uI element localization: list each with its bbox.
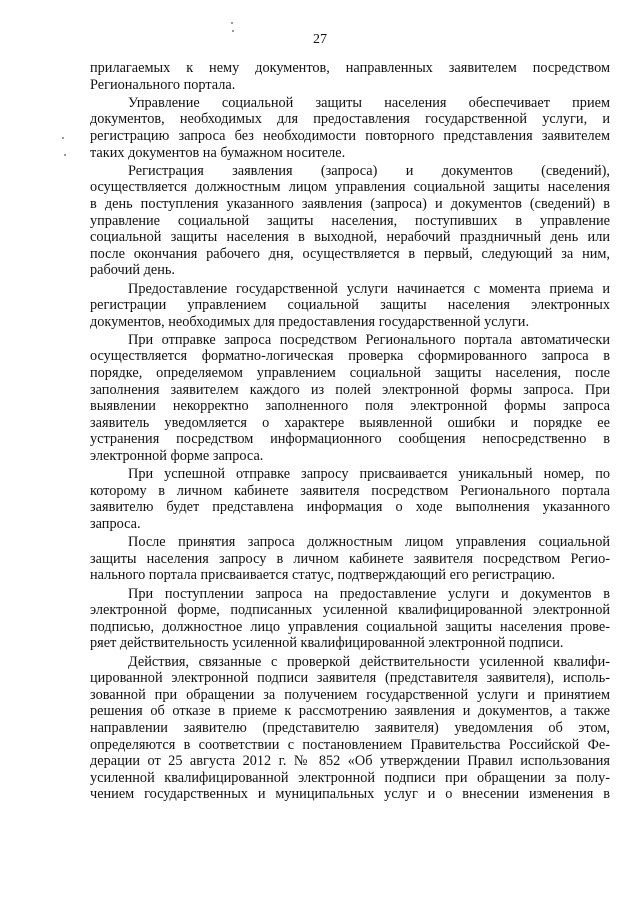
paragraph: [90, 95, 610, 161]
text-line: электронной форме, подписанных усиленной квалифицированной электронной: [90, 602, 610, 619]
paragraph: [90, 163, 610, 279]
text-line: Предоставление государственной услуги начинается с момента приема и: [128, 280, 610, 297]
text-line: чением государственных и муниципальных услуг и о внесении изменения в: [90, 786, 610, 803]
text-line: документов, необходимых для предоставления государственной услуги, и: [90, 111, 610, 128]
document-body: [90, 60, 610, 803]
text-line: документов, необходимых для предоставления государственной услуги.: [90, 313, 530, 330]
text-line: защиты населения запросу в личном кабинете заявителя посредством Регио-: [90, 550, 610, 567]
scan-mark: [232, 30, 234, 32]
text-line: Регистрация заявления (запроса) и документов (сведений),: [128, 162, 610, 179]
text-line: дерации от 25 августа 2012 г. № 852 «Об утверждении Правил использования: [90, 753, 610, 770]
paragraph: [90, 586, 610, 652]
text-line: в день поступления указанного заявления (запроса) и документов (сведений) в: [90, 195, 610, 212]
text-line: При отправке запроса посредством Регионального портала автоматически: [128, 331, 610, 348]
text-line: нального портала присваивается статус, подтверждающий его регистрацию.: [90, 567, 556, 584]
text-line: Действия, связанные с проверкой действительности усиленной квалифи-: [128, 653, 610, 670]
text-line: регистрацию запроса без необходимости повторного представления заявителем: [90, 127, 610, 144]
text-line: запроса.: [90, 516, 141, 532]
text-line: социальной защиты населения в выходной, нерабочий праздничный день или: [90, 229, 610, 246]
text-line: после окончания рабочего дня, осуществляется в первый, следующий за ним,: [90, 245, 610, 262]
text-line: регистрации управлением социальной защиты населения электронных: [90, 297, 610, 314]
text-line: заполнения заявителем каждого из полей электронной формы запроса. При: [90, 381, 610, 398]
text-line: заявитель уведомляется о характере выявленной ошибки и порядке ее: [90, 414, 610, 431]
text-line: цированной электронной подписи заявителя (представителя заявителя), исполь-: [90, 670, 610, 687]
text-line: осуществляется форматно-логическая проверка сформированного запроса в: [90, 348, 610, 365]
text-line: Регионального портала.: [90, 76, 236, 93]
paragraph: [90, 534, 610, 584]
paragraph: [90, 281, 610, 331]
text-line: выявлении некорректно заполненного поля электронной формы запроса: [90, 398, 610, 415]
scan-mark: [231, 22, 233, 24]
text-line: подписью, должностное лицо управления социальной защиты населения прове-: [90, 618, 610, 635]
text-line: которому в личном кабинете заявителя посредством Регионального портала: [90, 482, 610, 499]
paragraph: [90, 654, 610, 803]
text-line: усиленной квалифицированной электронной подписи при обращении за полу-: [90, 769, 610, 786]
text-line: рабочий день.: [90, 262, 175, 279]
text-line: При поступлении запроса на предоставление услуги и документов в: [128, 585, 610, 602]
text-line: прилагаемых к нему документов, направленных заявителем посредством: [90, 60, 610, 76]
text-line: устранения посредством информационного сообщения непосредственно в: [90, 431, 610, 448]
scan-mark: [62, 137, 64, 139]
text-line: электронной форме запроса.: [90, 448, 264, 465]
page-number: 27: [313, 32, 327, 47]
paragraph: [90, 332, 610, 465]
text-line: определяются в соответствии с постановлением Правительства Российской Фе-: [90, 736, 610, 753]
text-line: порядке, определяемом управлением социальной защиты населения, после: [90, 365, 610, 382]
text-line: таких документов на бумажном носителе.: [90, 144, 346, 161]
text-line: После принятия запроса должностным лицом управления социальной: [128, 534, 610, 551]
scan-mark: [64, 154, 66, 156]
text-line: осуществляется должностным лицом управления социальной защиты населения: [90, 179, 610, 196]
text-line: управление социальной защиты населения, поступивших в управление: [90, 212, 610, 229]
text-line: заявителю будет представлена информация о ходе выполнения указанного: [90, 499, 610, 516]
text-line: направлении заявителю (представителю заявителя) уведомления об этом,: [90, 719, 610, 736]
text-line: При успешной отправке запросу присваивается уникальный номер, по: [128, 466, 610, 483]
text-line: Управление социальной защиты населения обеспечивает прием: [128, 94, 610, 111]
text-line: ряет действительность усиленной квалифицированной электронной подписи.: [90, 635, 564, 652]
paragraph: [90, 466, 610, 532]
paragraph: [90, 60, 610, 93]
text-line: решения об отказе в приеме к рассмотрению заявления и документов, а также: [90, 703, 610, 720]
text-line: зованной при обращении за получением государственной услуги и принятием: [90, 686, 610, 703]
